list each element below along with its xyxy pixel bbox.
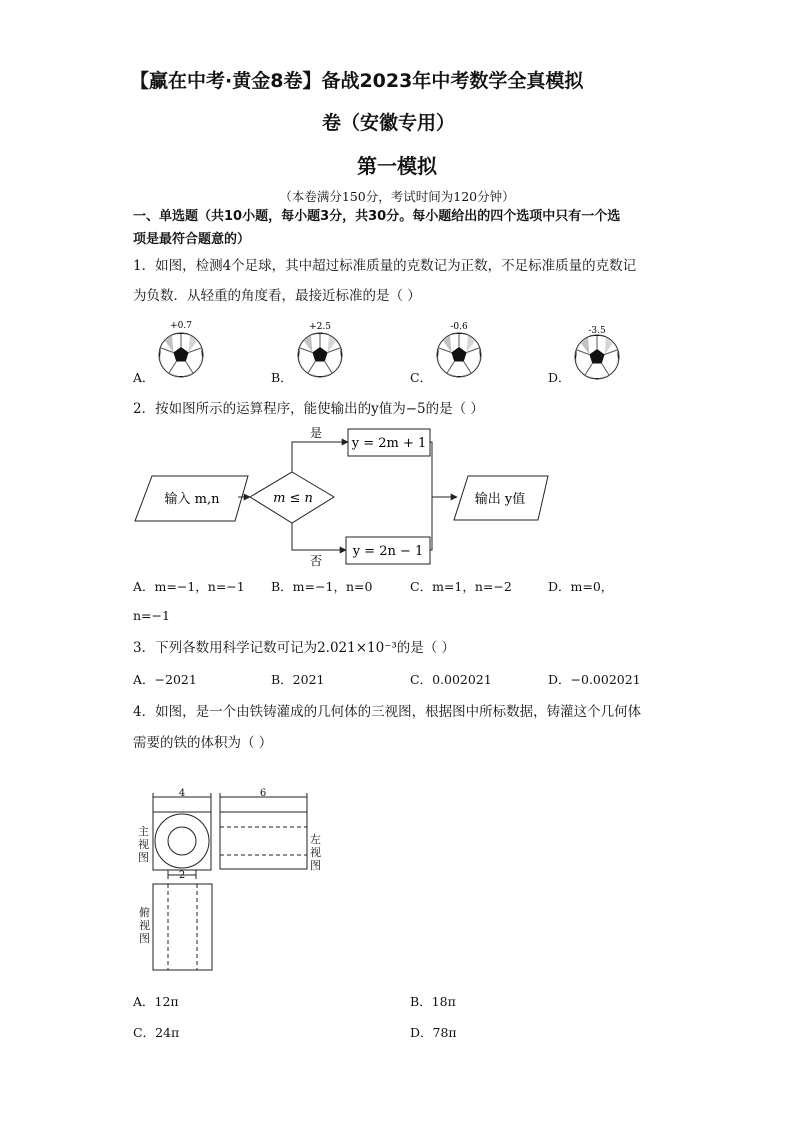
section-heading-line-2: 项是最符合题意的）: [133, 232, 251, 247]
flow-no-label: 否: [310, 554, 323, 568]
q3-option-d[interactable]: D．−0.002021: [548, 672, 641, 687]
q2-option-a[interactable]: A．m=−1，n=−1: [133, 579, 245, 594]
q2-option-d[interactable]: D．m=0，: [548, 579, 614, 594]
q1-text-line-2: 为负数．从轻重的角度看，最接近标准的是（ ）: [133, 288, 421, 304]
q3-option-c[interactable]: C．0.002021: [410, 672, 492, 687]
exam-note: （本卷满分150分，考试时间为120分钟）: [279, 189, 515, 204]
q3-text: 3．下列各数用科学记数可记为2.021×10⁻³的是（ ）: [133, 640, 456, 656]
flow-yes-formula: y = 2m + 1: [351, 436, 427, 451]
title-line-1: 【赢在中考·黄金8卷】备战2023年中考数学全真模拟: [130, 70, 584, 92]
flow-yes-label: 是: [310, 426, 323, 440]
left-view-label: 左视图: [310, 833, 321, 872]
left-view-rect: [220, 812, 307, 869]
dim-outer: 4: [178, 788, 186, 799]
q4-text-line-2: 需要的铁的体积为（ ）: [133, 735, 273, 751]
front-view-inner-circle: [168, 827, 196, 855]
q1-text-line-1: 1．如图，检测4个足球，其中超过标准质量的克数记为正数，不足标准质量的克数记: [133, 258, 637, 274]
flow-output-label: 输出 y值: [474, 492, 526, 507]
top-view-label: 俯视图: [139, 906, 150, 945]
q4-text-line-1: 4．如图，是一个由铁铸灌成的几何体的三视图，根据图中所标数据，铸灌这个几何体: [133, 704, 642, 720]
q1-option-a[interactable]: A．: [133, 370, 155, 385]
q4-option-c[interactable]: C．24π: [133, 1025, 180, 1040]
q2-option-b[interactable]: B．m=−1，n=0: [271, 579, 373, 594]
front-view-square: [153, 812, 211, 870]
flow-no-formula: y = 2n − 1: [352, 544, 424, 559]
q2-option-c[interactable]: C．m=1，n=−2: [410, 579, 512, 594]
dim-length: 6: [259, 788, 267, 799]
ball-mark-c: -0.6: [450, 322, 468, 332]
ball-mark-b: +2.5: [309, 322, 331, 332]
title-line-2: 卷（安徽专用）: [322, 112, 456, 134]
ball-mark-a: +0.7: [170, 321, 192, 331]
front-view-label: 主视图: [138, 825, 149, 864]
q3-option-b[interactable]: B．2021: [271, 672, 325, 687]
q2-option-d-cont: n=−1: [133, 608, 170, 623]
flow-condition-label: m ≤ n: [273, 491, 313, 506]
q1-option-b[interactable]: B．: [271, 370, 293, 385]
subtitle: 第一模拟: [357, 154, 437, 178]
q4-option-a[interactable]: A．12π: [133, 994, 179, 1009]
top-view-rect: [153, 884, 212, 970]
q1-option-c[interactable]: C．: [410, 370, 433, 385]
dim-inner: 2: [178, 870, 186, 881]
front-view-outer-circle: [155, 814, 209, 868]
flow-input-label: 输入 m,n: [164, 492, 220, 507]
q1-option-d[interactable]: D．: [548, 370, 571, 385]
q2-text: 2．按如图所示的运算程序，能使输出的y值为−5的是（ ）: [133, 401, 484, 417]
q4-option-d[interactable]: D．78π: [410, 1025, 457, 1040]
section-heading-line-1: 一、单选题（共10小题，每小题3分，共30分。每小题给出的四个选项中只有一个选: [133, 209, 621, 224]
q4-option-b[interactable]: B．18π: [410, 994, 456, 1009]
ball-mark-d: -3.5: [588, 326, 606, 336]
q3-option-a[interactable]: A．−2021: [133, 672, 197, 687]
